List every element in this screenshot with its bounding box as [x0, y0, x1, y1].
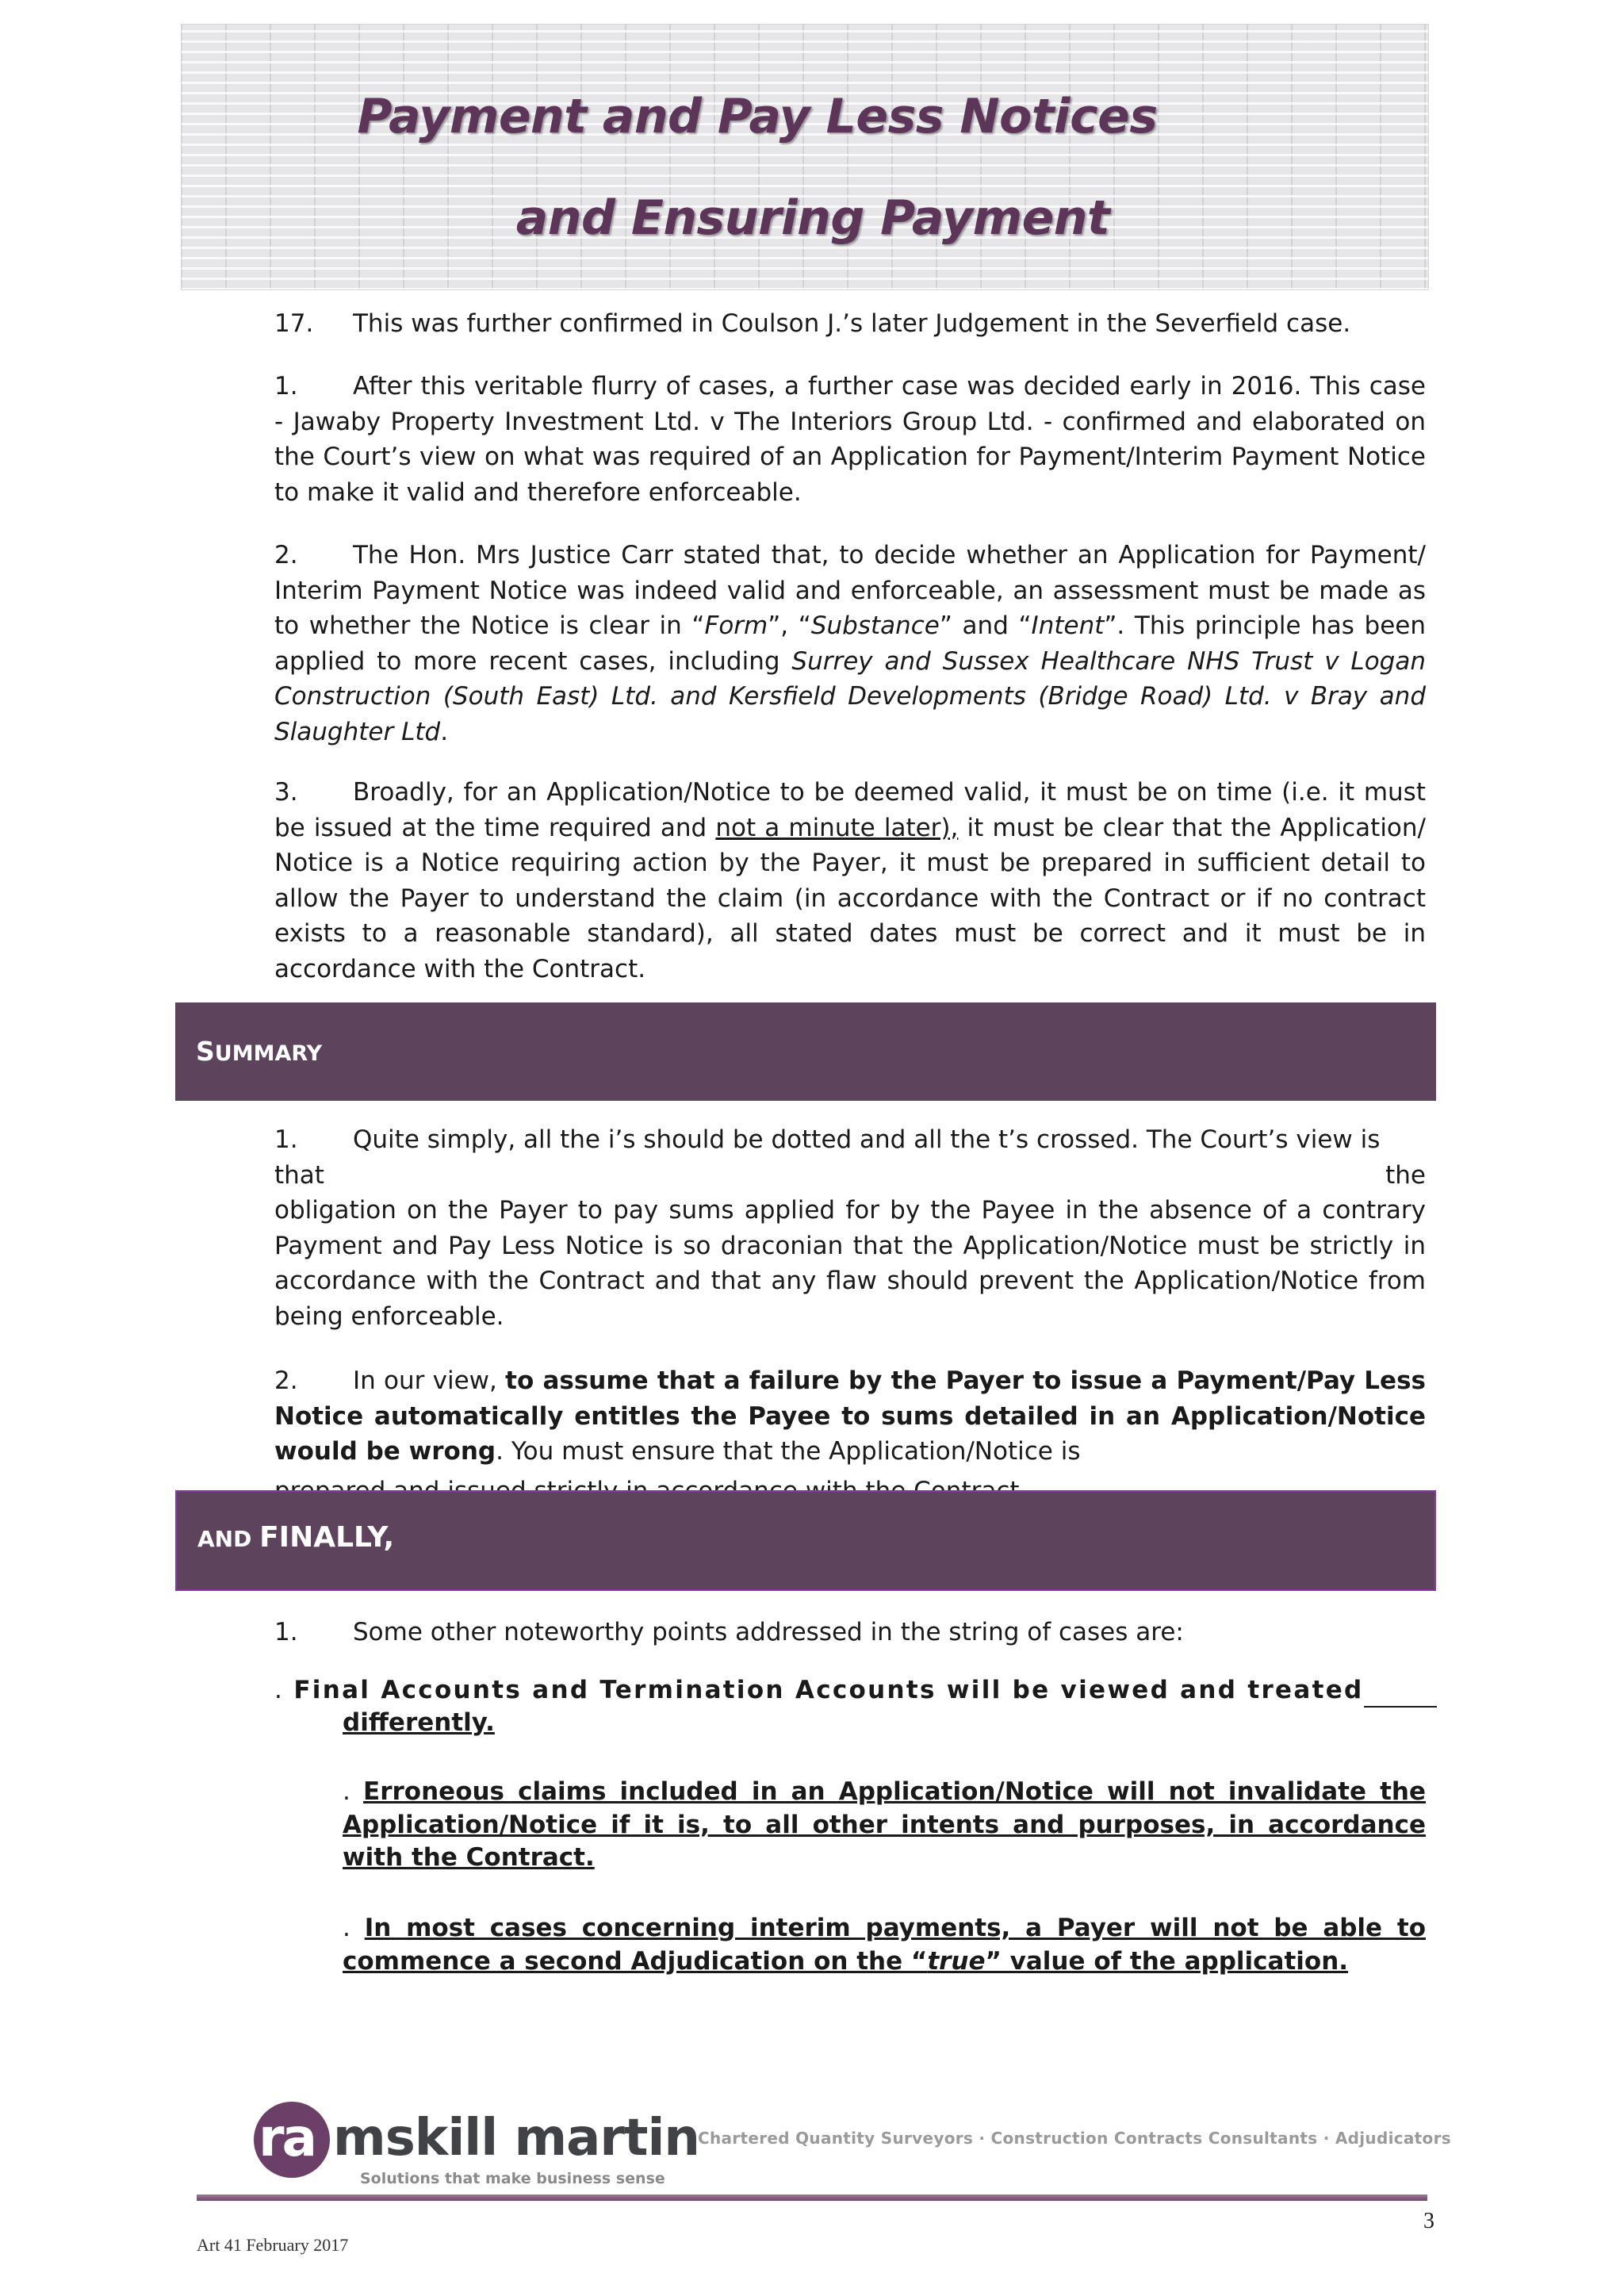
header-banner: [181, 24, 1429, 290]
text-run: The Hon. Mrs Justice Carr stated that, to decide whether an Application for Payment/ Interim Payment Notice was indeed valid and enforceable, an assessment must be made as to whether the Notice is clear in “: [274, 541, 1426, 640]
paragraph-intro-1: [274, 369, 1426, 510]
text-run: obligation on the Payer to pay sums applied for by the Payee in the absence of a contrary Payment and Pay Less Notice is so draconian that the Application/Notice must be strictly in accordance with the Contract and that any flaw should prevent the Application/Notice from being enforceable.: [274, 1196, 1426, 1331]
paragraph-text: This was further confirmed in Coulson J.’s later Judgement in the Severfield case.: [353, 309, 1351, 338]
summary-heading-bar: [175, 1002, 1436, 1101]
banner-title-line2: and Ensuring Payment: [515, 190, 1110, 246]
italic-form: Form: [704, 611, 768, 640]
italic-intent: Intent: [1031, 611, 1105, 640]
italic-case-names: Surrey and Sussex Healthcare NHS Trust v Logan Construction (South East) Ltd. and Kersfield Developments (Bridge Road) Ltd. v Bray and Slaughter Ltd: [274, 646, 1426, 746]
finally-heading: [197, 1521, 394, 1554]
bullet-text: Erroneous claims included in an Application/Notice will not invalidate the Application/Notice if it is, to all other intents and purposes, in accordance with the Contract.: [343, 1777, 1426, 1872]
bullet-text: Final Accounts and Termination Accounts will be viewed and treated: [293, 1676, 1364, 1704]
underlined-text: not a minute later),: [715, 813, 959, 842]
footer-rule: [197, 2194, 1427, 2201]
text-run: the: [1385, 1160, 1426, 1190]
text-run: Quite simply, all the i’s should be dotted and all the t’s crossed. The Court’s view is: [353, 1125, 1381, 1154]
paragraph-finally-1: [274, 1615, 1426, 1650]
text-run: ”, “: [768, 611, 811, 640]
bullet-item-1: [274, 1674, 1437, 1708]
bullet-dot: .: [274, 1676, 294, 1704]
text-run: ”. This principle has been applied to more recent cases, including: [274, 611, 1427, 676]
italic-true: true: [927, 1946, 986, 1976]
paragraph-text: Some other noteworthy points addressed in the string of cases are:: [353, 1618, 1184, 1646]
article-reference: Art 41 February 2017: [197, 2235, 349, 2255]
bullet-item-2: [343, 1776, 1426, 1875]
paragraph-number: 1.: [274, 372, 298, 401]
underline-rule: [1364, 1706, 1437, 1708]
bullet-dot: .: [343, 1777, 364, 1806]
text-run: Broadly, for an Application/Notice to be deemed valid, it must be on time (i.e. it must be issued at the time required and: [274, 778, 1426, 842]
bullet-text: ” value of the application.: [985, 1946, 1349, 1976]
paragraph-number: 2.: [274, 1366, 298, 1395]
bullet-dot: .: [343, 1914, 365, 1942]
paragraph-summary-2: [274, 1363, 1426, 1470]
paragraph-number: 2.: [274, 541, 298, 569]
bold-text: to assume that a failure by the Payer to issue a Payment/Pay Less Notice automatically entitles the Payee to sums detailed in an Application/Notice would be wrong: [274, 1366, 1426, 1466]
heading-small: AND: [197, 1526, 260, 1552]
bullet-text: In most cases concerning interim payments, a Payer will not be able to commence a second Adjudication on the “: [343, 1914, 1426, 1976]
text-run: . You must ensure that the Application/Notice is: [496, 1437, 1081, 1466]
footer-description: Chartered Quantity Surveyors · Construction Contracts Consultants · Adjudicators: [698, 2129, 1451, 2148]
text-run: .: [440, 717, 449, 746]
paragraph-summary-1: [274, 1122, 1426, 1334]
text-run: it must be clear that the Application/ Notice is a Notice requiring action by the Payer, it must be prepared in sufficient detail to allow the Payer to understand the claim (in accordance with the Contract or if no contract exists to a reasonable standard), all stated dates must be correct and it must be in accordance with the Contract.: [274, 813, 1426, 983]
paragraph-17: [274, 306, 1426, 342]
paragraph-number: 3.: [274, 778, 298, 807]
logo-tagline: Solutions that make business sense: [360, 2170, 665, 2187]
heading-big: FINALLY,: [259, 1521, 395, 1554]
logo-ra: ra: [259, 2107, 316, 2168]
text-run: In our view,: [353, 1366, 506, 1395]
text-run: ” and “: [939, 611, 1032, 640]
summary-heading: [196, 1036, 322, 1067]
paragraph-text: After this veritable flurry of cases, a further case was decided early in 2016. This case - Jawaby Property Investment Ltd. v The Interiors Group Ltd. - confirmed and elaborated on the Court’s view on what was required of an Application for Payment/Interim Payment Notice to make it valid and therefore enforceable.: [274, 372, 1426, 507]
logo-wordmark: mskill martin: [333, 2109, 699, 2168]
finally-heading-bar: [175, 1490, 1436, 1591]
heading-initial: S: [196, 1036, 215, 1067]
banner-title-line1: Payment and Pay Less Notices: [357, 89, 1158, 144]
paragraph-number: 17.: [274, 309, 314, 338]
spread-line: [274, 1158, 1426, 1194]
italic-substance: Substance: [810, 611, 940, 640]
bullet-item-3: [343, 1912, 1426, 1978]
bullet-item-1-line2: differently.: [343, 1708, 495, 1737]
paragraph-intro-3: [274, 775, 1426, 987]
paragraph-number: 1.: [274, 1125, 298, 1154]
heading-rest: UMMARY: [214, 1041, 323, 1066]
text-run: that: [274, 1160, 324, 1190]
page-number: 3: [1423, 2209, 1434, 2233]
paragraph-intro-2: [274, 538, 1426, 749]
paragraph-number: 1.: [274, 1618, 298, 1646]
